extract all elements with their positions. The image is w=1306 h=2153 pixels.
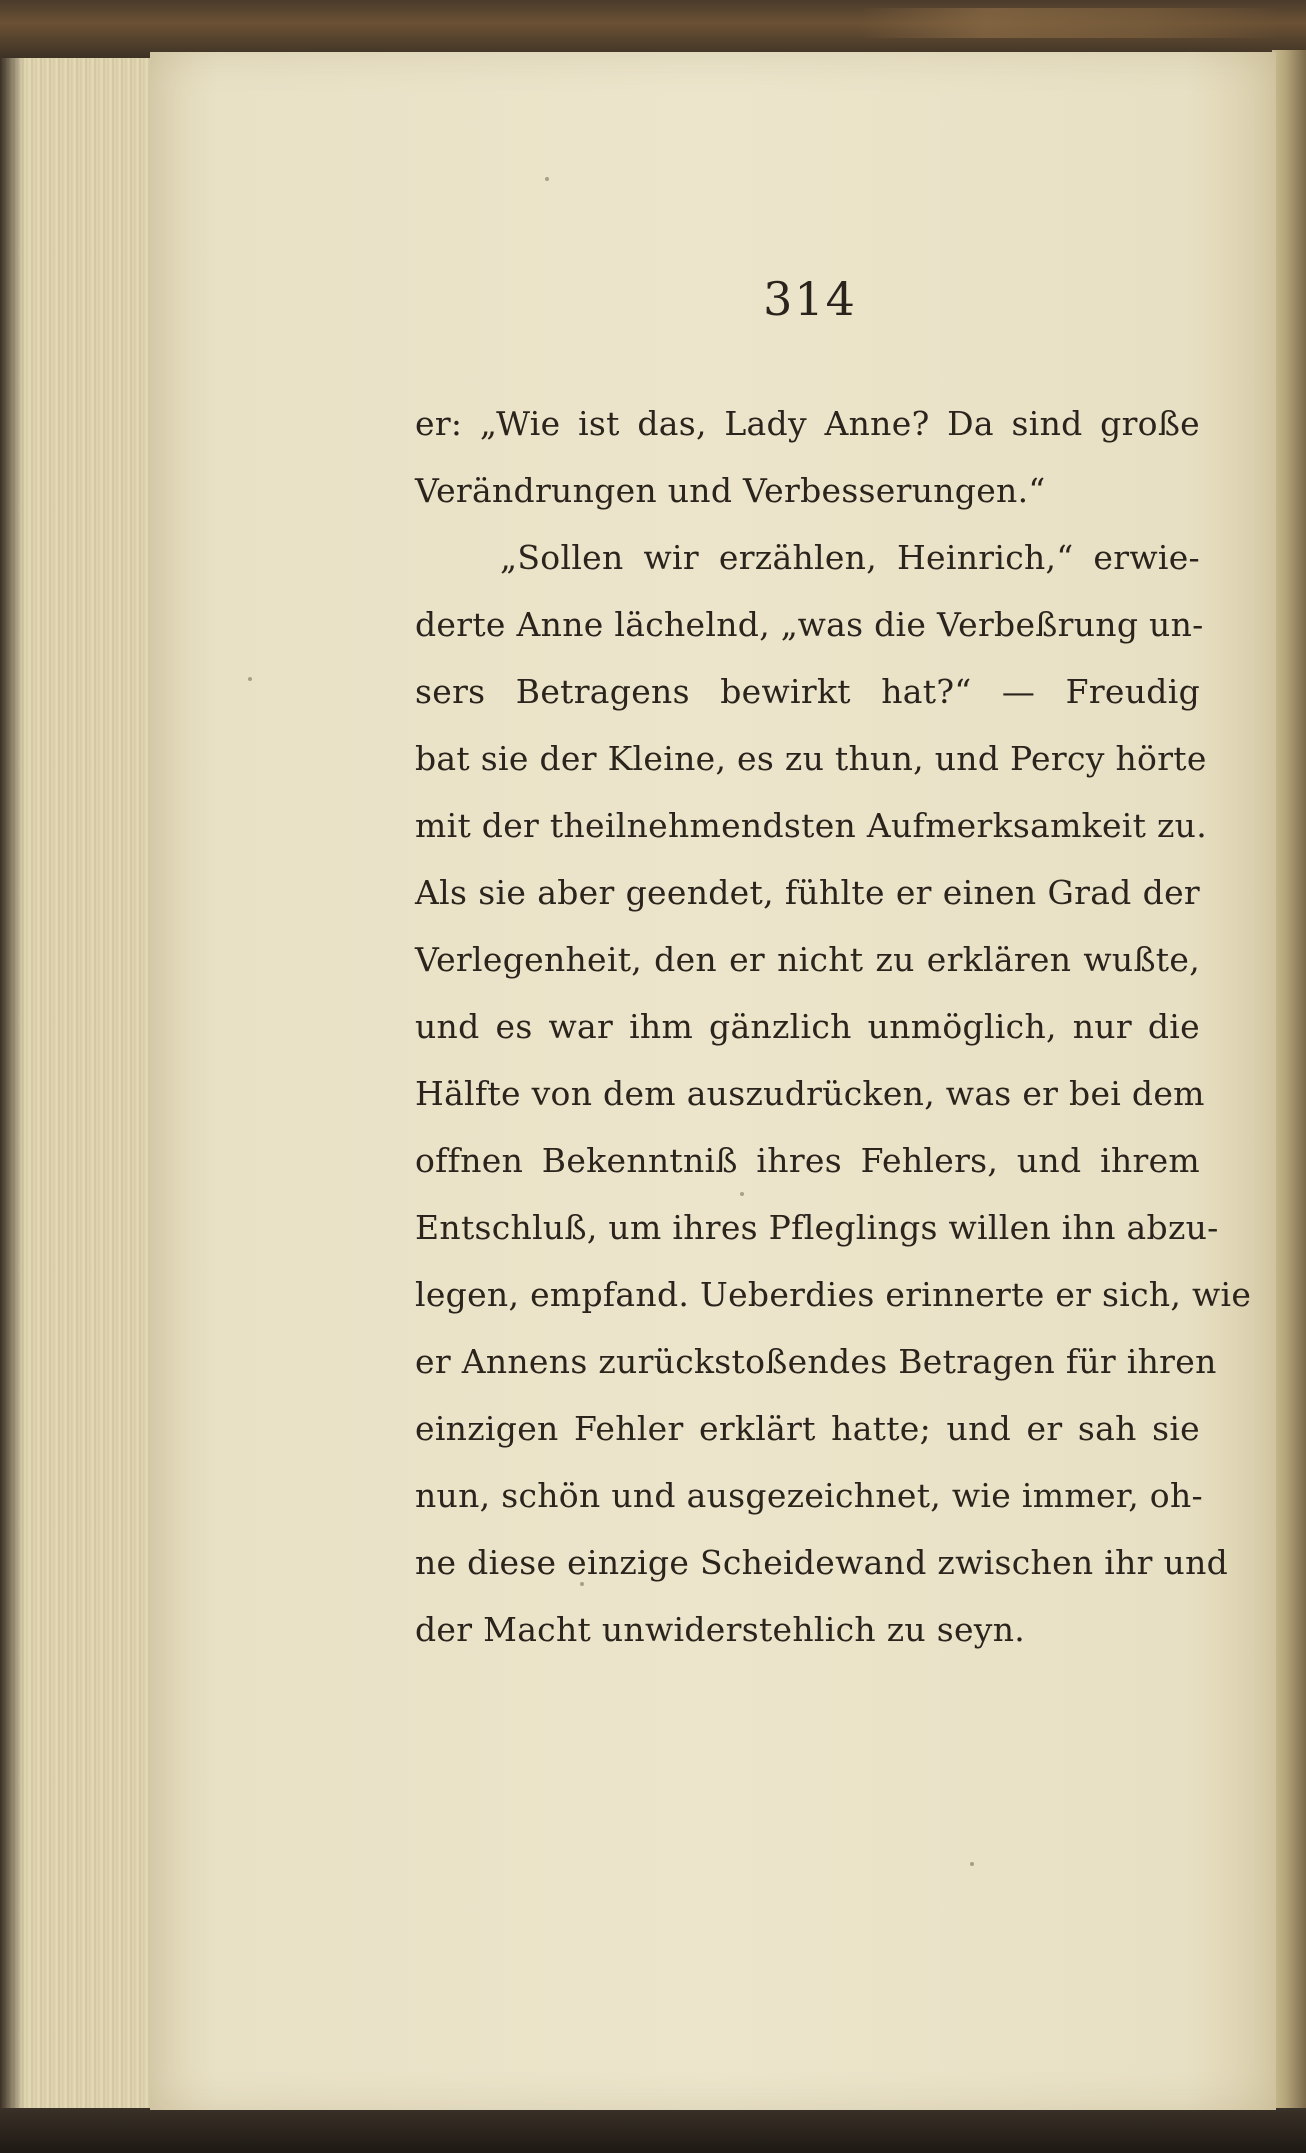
text-line: bat sie der Kleine, es zu thun, und Percy hörte xyxy=(415,739,1207,778)
text-line: Hälfte von dem auszudrücken, was er bei dem xyxy=(415,1074,1205,1113)
text-line: legen, empfand. Ueberdies erinnerte er sich, wie xyxy=(415,1275,1252,1314)
text-line: Verlegenheit, den er nicht zu erklären wußte, xyxy=(415,940,1200,979)
paper-speck xyxy=(545,177,549,181)
text-line: er Annens zurückstoßendes Betragen für ihren xyxy=(415,1342,1217,1381)
book-top-edge xyxy=(0,0,1306,58)
text-line: mit der theilnehmendsten Aufmerksamkeit zu. xyxy=(415,806,1208,845)
text-line: er: „Wie ist das, Lady Anne? Da sind große xyxy=(415,404,1200,443)
paper-speck xyxy=(248,677,252,681)
text-line: „Sollen wir erzählen, Heinrich,“ erwie- xyxy=(500,538,1200,577)
text-line: Als sie aber geendet, fühlte er einen Grad der xyxy=(415,873,1200,912)
text-line: offnen Bekenntniß ihres Fehlers, und ihrem xyxy=(415,1141,1200,1180)
book-bottom-edge xyxy=(0,2108,1306,2153)
text-line: nun, schön und ausgezeichnet, wie immer, oh- xyxy=(415,1476,1203,1515)
text-line: der Macht unwiderstehlich zu seyn. xyxy=(415,1610,1026,1649)
book-right-edge xyxy=(1272,50,1306,2110)
page-stack-left xyxy=(0,58,153,2108)
text-line: und es war ihm gänzlich unmöglich, nur die xyxy=(415,1007,1200,1046)
paper-speck xyxy=(970,1862,974,1866)
text-line: derte Anne lächelnd, „was die Verbeßrung un- xyxy=(415,605,1204,644)
text-line: sers Betragens bewirkt hat?“ — Freudig xyxy=(415,672,1200,711)
text-line: Verändrungen und Verbesserungen.“ xyxy=(415,471,1046,510)
text-line: ne diese einzige Scheidewand zwischen ihr und xyxy=(415,1543,1229,1582)
text-line: Entschluß, um ihres Pfleglings willen ihn abzu- xyxy=(415,1208,1219,1247)
text-line: einzigen Fehler erklärt hatte; und er sah sie xyxy=(415,1409,1200,1448)
page-number: 314 xyxy=(763,272,857,326)
body-text xyxy=(415,390,1252,1663)
